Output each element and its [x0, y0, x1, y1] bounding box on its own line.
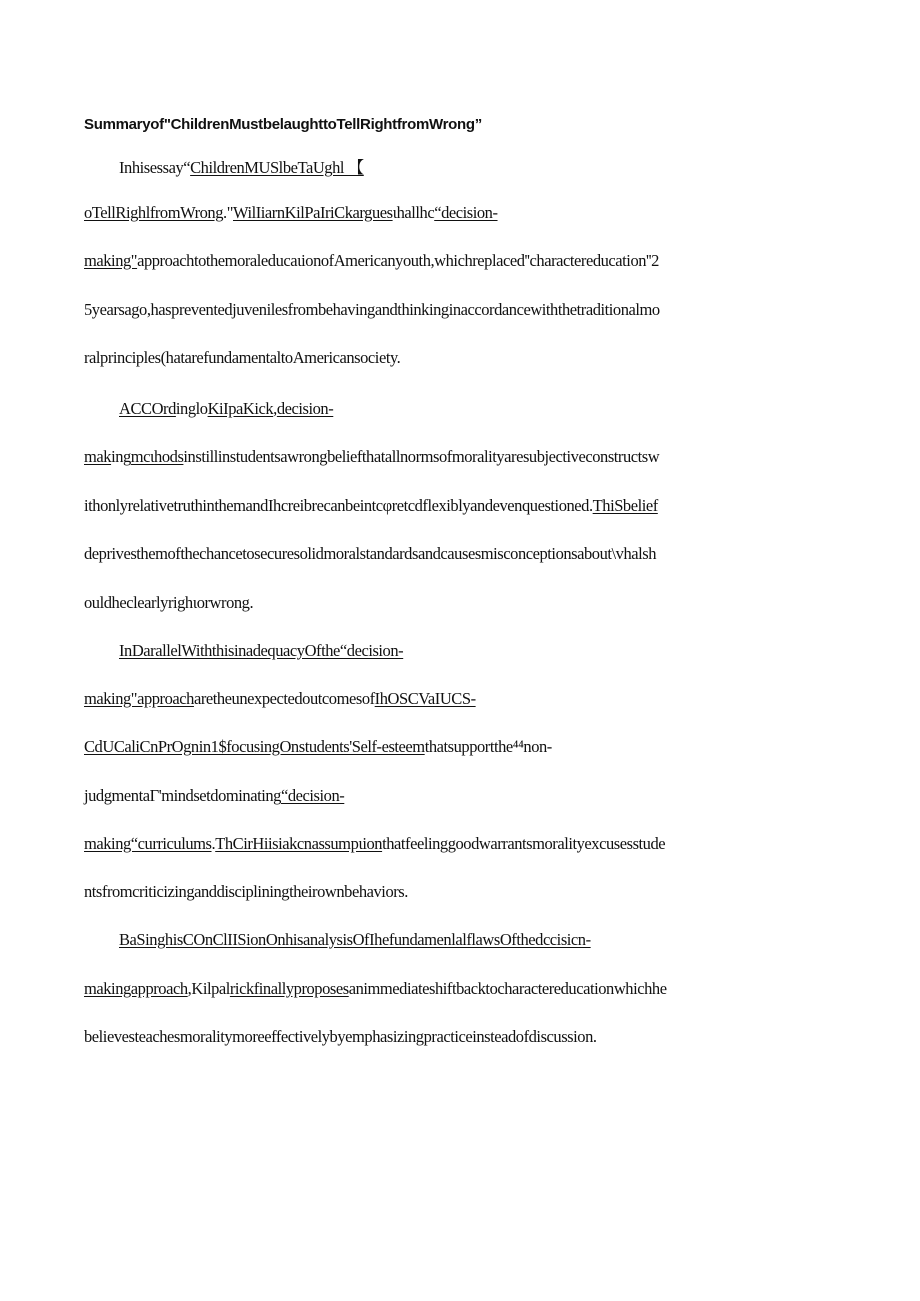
- text-run: deprivesthemofthechancetosecuresolidmoralstandardsandcausesmisconceptionsabout\vhalsh: [84, 544, 657, 563]
- underlined-text: InDarallelWiththisinadequacyOfthe“decision-: [119, 641, 404, 660]
- text-line: [84, 544, 656, 564]
- text-run: Inhisessay“: [119, 158, 191, 177]
- text-line: [84, 737, 552, 757]
- underlined-text: decision-: [276, 399, 334, 418]
- underlined-text: ChildrenMUSlbeTaUghl 【: [190, 158, 364, 177]
- text-line: [84, 447, 659, 467]
- text-line: [119, 154, 364, 178]
- text-line: [84, 786, 344, 806]
- text-run: instillinstudentsawrongbeliefthatallnormsofmoralityaresubjectiveconstructsw: [183, 447, 660, 466]
- text-run: ,Kilpal: [187, 979, 230, 998]
- text-run: 5yearsago,haspreventedjuvenilesfrombehavingandthinkinginaccordancewiththetraditionalmo: [84, 300, 660, 319]
- text-run: ing: [111, 447, 131, 466]
- text-run: ntsfromcriticizinganddiscipliningtheirownbehaviors.: [84, 882, 408, 901]
- text-run: ,: [273, 399, 277, 418]
- underlined-text: ACCOrd: [119, 399, 176, 418]
- text-line: [84, 496, 658, 516]
- underlined-text: “decision-: [434, 203, 498, 222]
- underlined-text: mcιhods: [130, 447, 184, 466]
- underlined-text: CdUCaliCnPrOgnin1$focusingOnstudents'Self-esteem: [84, 737, 425, 756]
- text-line: [119, 930, 591, 950]
- underlined-text: ThCirHiisiakcnassumpιion: [215, 834, 383, 853]
- text-line: [84, 251, 659, 271]
- underlined-text: “decision-: [280, 786, 345, 805]
- text-run: judgmentaΓ'mindsetdominating: [84, 786, 281, 805]
- underlined-text: making"approach: [84, 689, 194, 708]
- underlined-text: BaSinghisCOnClIISionOnhisanalysisOfIhefundamenlalflawsOfthedccisicn-: [119, 930, 591, 949]
- text-run: aretheunexpectedoutcomesof: [193, 689, 375, 708]
- text-line: [84, 882, 408, 902]
- text-run: ithonlyrelativetruthinthemandIhcreibrecanbeintcφretcdflexiblyandevenquestioned.: [84, 496, 593, 515]
- underlined-text: rickfinallyproposes: [229, 979, 349, 998]
- underlined-text: KiIpaKick: [207, 399, 274, 418]
- text-line: [84, 203, 498, 223]
- text-line: [84, 1027, 597, 1047]
- text-run: animmediateshiftbacktocharactereducationwhichhe: [348, 979, 667, 998]
- text-run: .: [211, 834, 216, 853]
- text-run: ouldheclearlyrighιorwrong.: [84, 593, 254, 612]
- text-run: thatfeelinggoodwarrantsmoralityexcusesstude: [382, 834, 666, 853]
- text-run: ralprinciples(hatarefundamentaltoAmericansociety.: [84, 348, 401, 367]
- underlined-text: making": [84, 251, 138, 270]
- document-title: Summaryof"ChildrenMustbelaughttoTellRightfromWrong”: [84, 116, 482, 133]
- text-run: .": [223, 203, 233, 222]
- text-line: [84, 834, 665, 854]
- text-line: [84, 300, 660, 320]
- underlined-text: making“curriculums: [84, 834, 212, 853]
- underlined-text: WilIiarnKilPaIriCkargues: [233, 203, 393, 222]
- text-run: approachtothemoraleducaιionofAmericanyouth,whichreplaced''charactereducation''2: [137, 251, 659, 270]
- text-line: [119, 399, 333, 419]
- underlined-text: oTellRighlfromWrong: [84, 203, 224, 222]
- text-line: [84, 979, 667, 999]
- text-line: [119, 641, 403, 661]
- underlined-text: IhOSCVaIUCS-: [374, 689, 476, 708]
- text-line: [84, 689, 476, 709]
- text-line: [84, 593, 253, 613]
- text-line: [84, 348, 400, 368]
- text-run: believesteachesmoralitymoreeffectivelybyemphasizingpracticeinsteadofdiscussion.: [84, 1027, 597, 1046]
- underlined-text: makingapproach: [84, 979, 188, 998]
- underlined-text: mak: [84, 447, 112, 466]
- text-run: thatsupportthe⁴⁴non-: [424, 737, 552, 756]
- text-run: ιhallhc: [392, 203, 435, 222]
- text-run: inglo: [175, 399, 208, 418]
- underlined-text: ThiSbelief: [592, 496, 658, 515]
